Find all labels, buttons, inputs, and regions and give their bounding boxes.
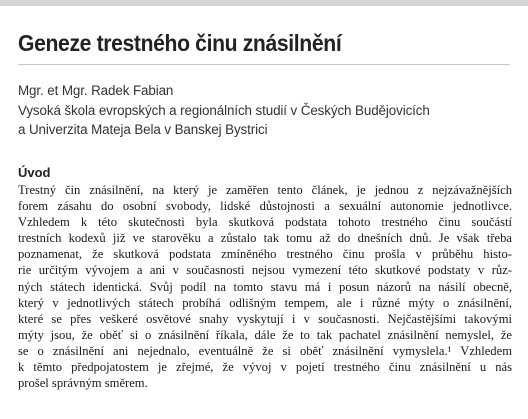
body-line: trestních kodexů již ve starověku a zůstalo tak tomu až do dnešních dnů. Je však třeba (18, 231, 512, 246)
body-line: ných státech identická. Svůj podíl na tomto stavu má i posun názorů na násilí obecně, (18, 279, 512, 294)
body-line: mýty jsou, že oběť si o znásilnění říkala, dále že to tak pachatel znásilnění nemyslel, že (18, 327, 512, 342)
title-divider (18, 64, 510, 65)
body-line: forem zásahu do osobní svobody, lidské důstojnosti a sexuální autonomie jednotlivce. (18, 199, 512, 214)
body-line: se o znásilnění ani nejednalo, eventuálně že si oběť znásilnění vymyslela.¹ Vzhledem (18, 343, 512, 358)
body-line: poznamenat, že skutková podstata zmíněného trestného činu prošla v průběhu histo- (18, 247, 512, 262)
author-block (18, 81, 518, 140)
affiliation-line-1: Vysoká škola evropských a regionálních studií v Českých Budějovicích (18, 102, 430, 118)
body-line: k těmto předpojatostem je zřejmé, že vývoj v pojetí trestného činu znásilnění u nás (18, 360, 512, 375)
section-heading: Úvod (18, 165, 51, 180)
body-paragraph (18, 182, 512, 391)
article-title: Geneze trestného činu znásilnění (18, 30, 342, 56)
body-line: které se přes veškeré osvětové snahy vyskytují i v současnosti. Nejčastějšími takovými (18, 311, 512, 326)
body-line: Trestný čin znásilnění, na který je zaměřen tento článek, je jednou z nejzávažnějších (18, 183, 512, 197)
top-rule (0, 0, 528, 6)
body-line: Vzhledem k této skutečnosti byla skutková podstata tohoto trestného činu součástí (18, 215, 512, 230)
author-name: Mgr. et Mgr. Radek Fabian (18, 83, 174, 98)
body-line: rie určitým vývojem a ani v současnosti nejsou vymezení této skutkové podstaty v růz- (18, 263, 512, 278)
affiliation-line-2: a Univerzita Mateja Bela v Banskej Bystrici (18, 122, 268, 137)
body-line: který v jednotlivých státech probíhá odlišným tempem, ale i různé mýty o znásilnění, (18, 295, 512, 310)
body-line: prošel správným směrem. (18, 376, 148, 391)
